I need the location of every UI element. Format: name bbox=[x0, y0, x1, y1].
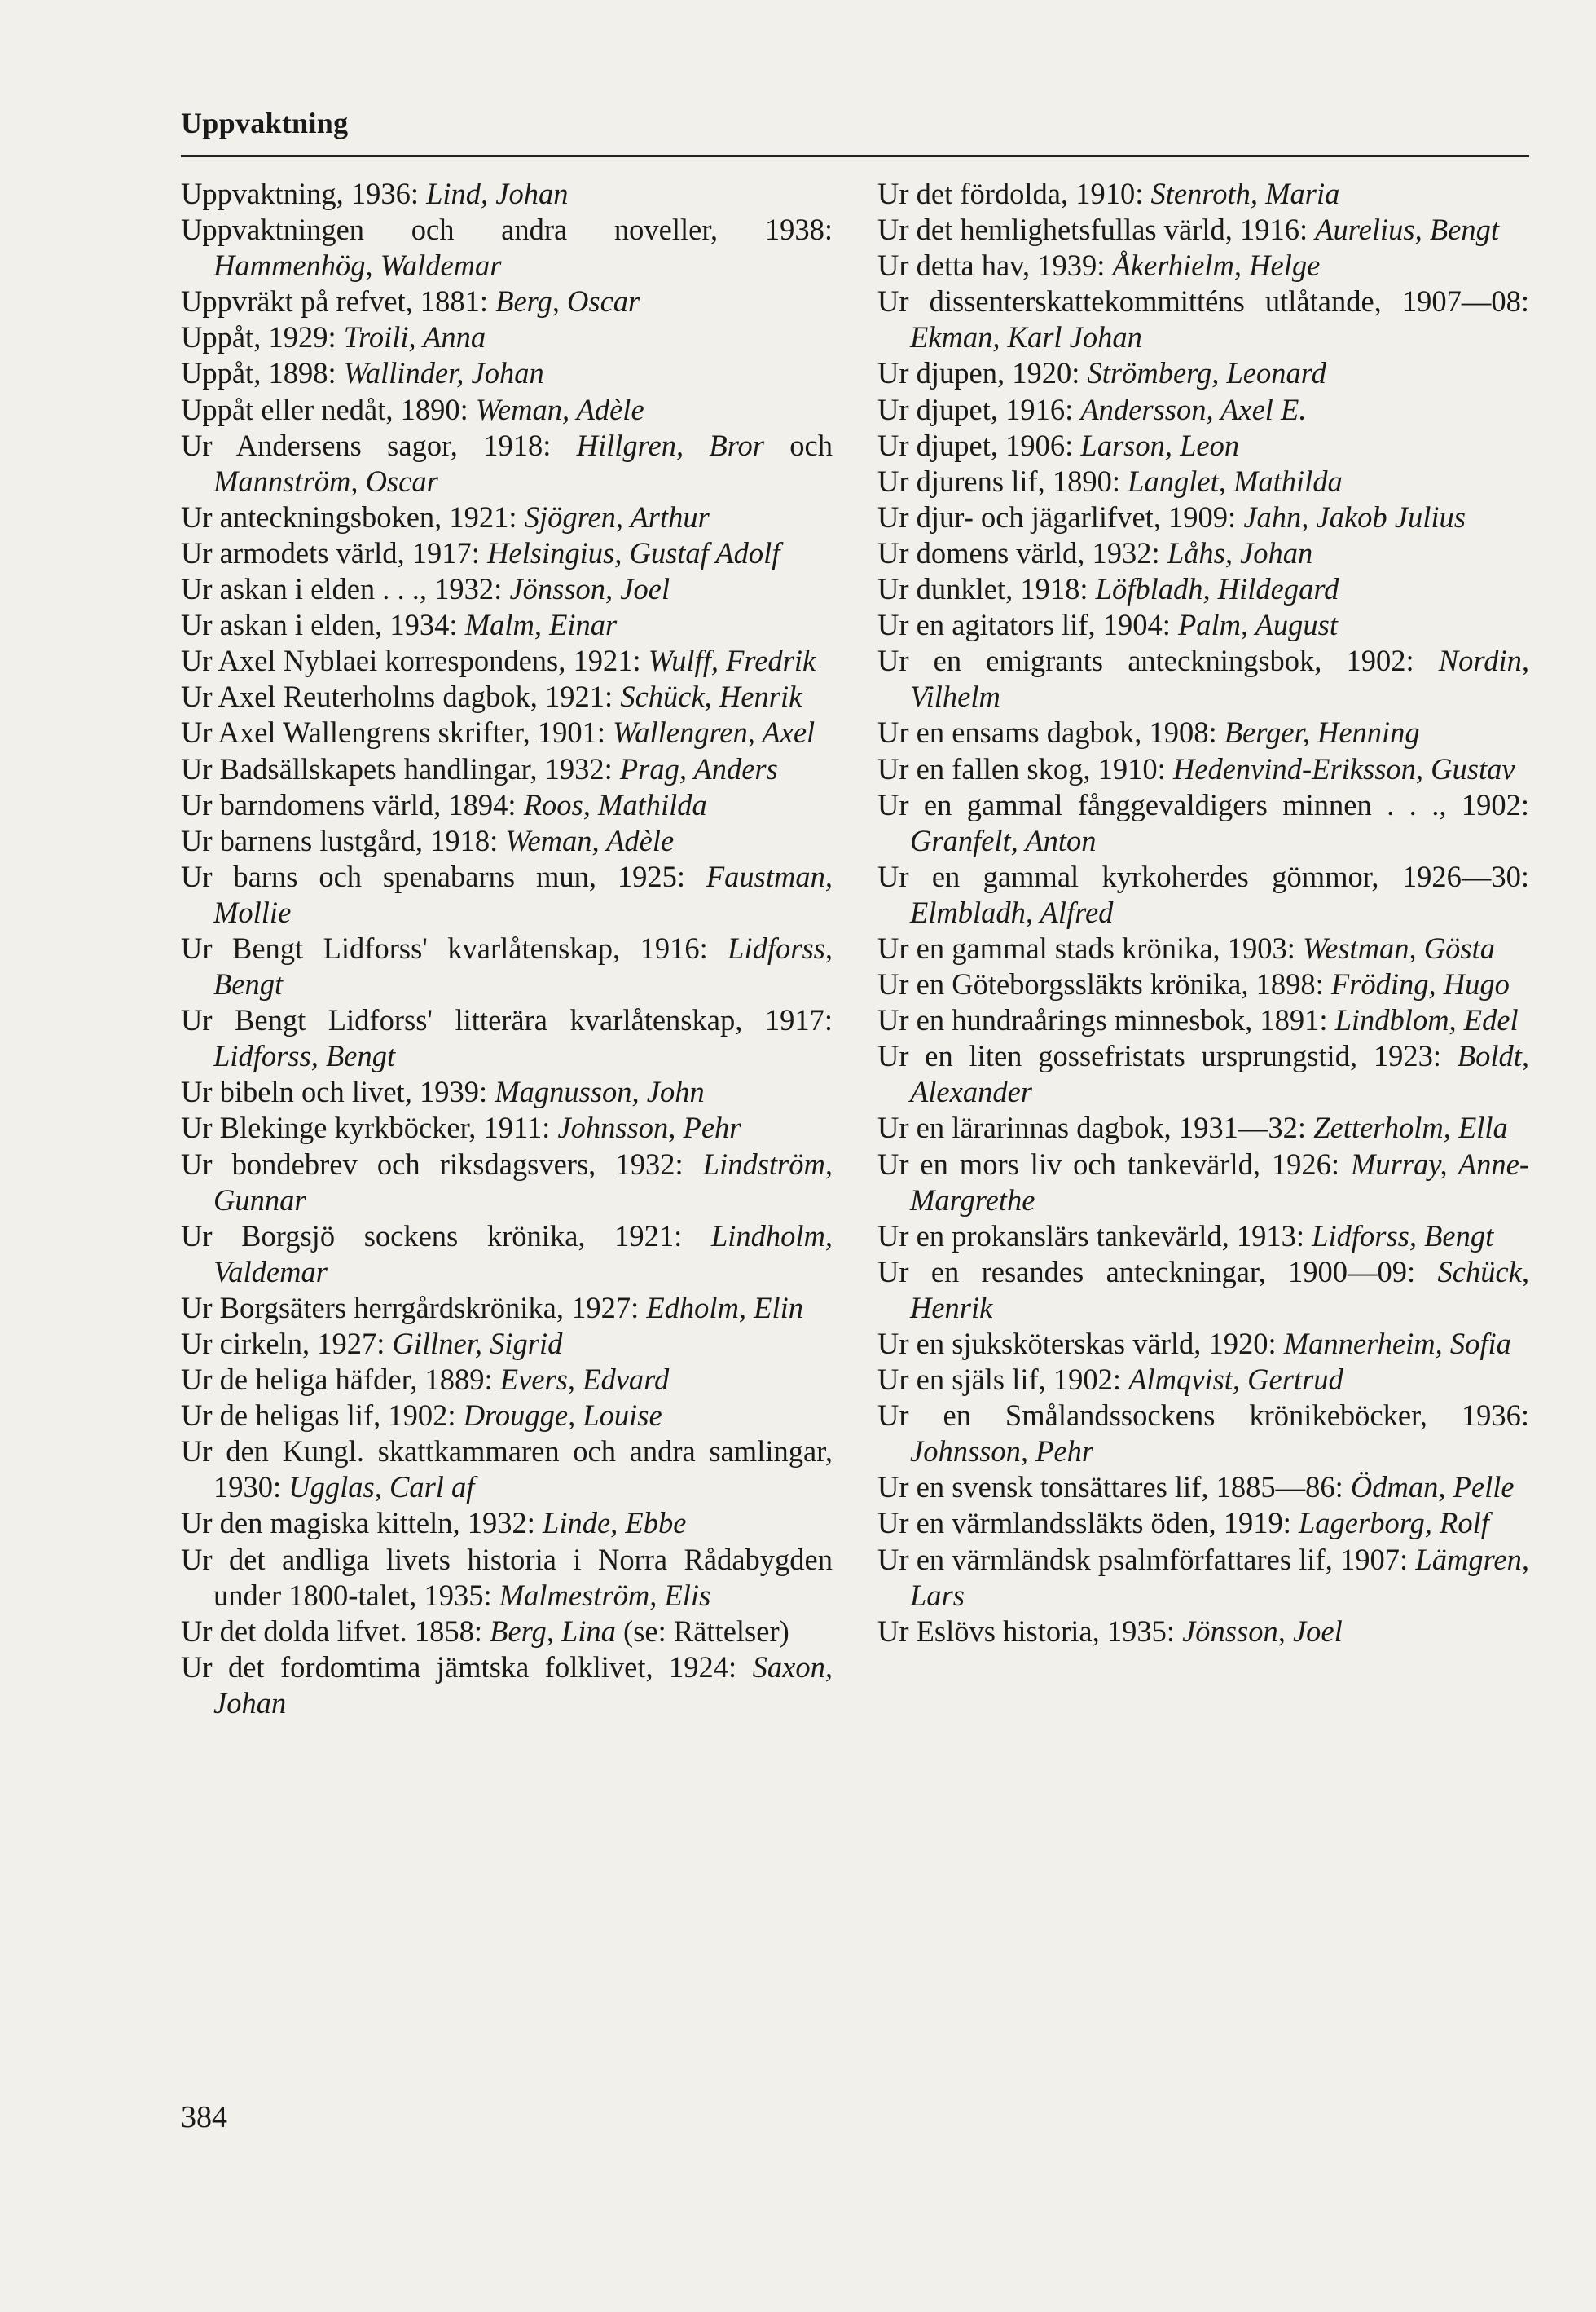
entry-author: Zetterholm, Ella bbox=[1313, 1111, 1508, 1145]
running-header: Uppvaktning bbox=[181, 107, 349, 139]
index-entry bbox=[181, 535, 833, 571]
index-entry bbox=[877, 212, 1529, 248]
entry-title: Ur en lärarinnas dagbok, 1931—32: bbox=[877, 1111, 1314, 1145]
entry-author: Lindström, Gunnar bbox=[213, 1147, 833, 1217]
index-entry bbox=[877, 787, 1529, 859]
index-entry bbox=[877, 392, 1529, 428]
entry-title: Ur dunklet, 1918: bbox=[877, 572, 1096, 606]
index-entry bbox=[877, 1218, 1529, 1254]
entry-author: Wallengren, Axel bbox=[613, 716, 816, 750]
index-entry bbox=[181, 823, 833, 859]
entry-title: Ur Borgsjö sockens krönika, 1921: bbox=[181, 1218, 711, 1253]
entry-author: Lindholm, Valdemar bbox=[213, 1218, 833, 1288]
index-entry bbox=[877, 1326, 1529, 1362]
entry-title: Ur en sjuksköterskas värld, 1920: bbox=[877, 1327, 1284, 1360]
entry-author: Palm, August bbox=[1177, 608, 1339, 642]
index-entry bbox=[877, 248, 1529, 284]
entry-title: Ur Axel Wallengrens skrifter, 1901: bbox=[181, 716, 613, 750]
index-entry bbox=[181, 284, 833, 319]
index-entry bbox=[181, 787, 833, 823]
entry-author: Edholm, Elin bbox=[646, 1290, 804, 1324]
entry-author: Fröding, Hugo bbox=[1330, 967, 1510, 1002]
entry-author: Mannerheim, Sofia bbox=[1283, 1327, 1511, 1360]
entry-title: Uppvaktning, 1936: bbox=[181, 177, 427, 210]
index-entry bbox=[181, 1326, 833, 1362]
entry-author: Larson, Leon bbox=[1080, 428, 1240, 462]
entry-author: Lidforss, Bengt bbox=[213, 931, 833, 1002]
entry-author: Elmbladh, Alfred bbox=[910, 895, 1114, 929]
entry-author: Johnsson, Pehr bbox=[557, 1111, 741, 1145]
index-entry bbox=[181, 1649, 833, 1721]
entry-author: Weman, Adèle bbox=[475, 392, 644, 426]
entry-author: Berg, Oscar bbox=[495, 284, 640, 319]
entry-title: Ur askan i elden . . ., 1932: bbox=[181, 572, 510, 606]
entry-title: Ur en fallen skog, 1910: bbox=[877, 751, 1173, 786]
entry-author: Berger, Henning bbox=[1224, 716, 1420, 750]
index-entry bbox=[877, 428, 1529, 464]
entry-author: Lämgren, Lars bbox=[910, 1542, 1529, 1612]
entry-author: Magnusson, John bbox=[495, 1075, 705, 1109]
entry-title: Ur Badsällskapets handlingar, 1932: bbox=[181, 751, 620, 786]
index-entry bbox=[181, 571, 833, 607]
entry-author: Langlet, Mathilda bbox=[1128, 464, 1343, 498]
entry-title: Ur en hundraårings minnesbok, 1891: bbox=[877, 1003, 1335, 1037]
entry-title: Ur detta hav, 1939: bbox=[877, 249, 1113, 283]
entry-author: Jönsson, Joel bbox=[1182, 1614, 1343, 1648]
entry-note: (se: Rättelser) bbox=[615, 1614, 789, 1648]
entry-author: Lind, Johan bbox=[426, 177, 569, 210]
entry-author: Låhs, Johan bbox=[1167, 535, 1313, 570]
entry-title: Ur en själs lif, 1902: bbox=[877, 1363, 1129, 1397]
entry-note: och bbox=[764, 428, 833, 462]
index-entry bbox=[181, 1290, 833, 1326]
entry-title: Ur dissenterskattekommitténs utlåtande, 1907—08: bbox=[877, 284, 1529, 319]
index-entry bbox=[181, 1218, 833, 1290]
index-entry bbox=[877, 751, 1529, 787]
entry-author: Weman, Adèle bbox=[505, 823, 675, 857]
entry-author: Hammenhög, Waldemar bbox=[213, 249, 502, 283]
entry-author: Mannström, Oscar bbox=[213, 464, 438, 498]
entry-title: Ur en emigrants anteckningsbok, 1902: bbox=[877, 644, 1439, 678]
entry-author: Lidforss, Bengt bbox=[213, 1039, 396, 1073]
entry-title: Ur domens värld, 1932: bbox=[877, 535, 1167, 570]
page-number: 384 bbox=[181, 2100, 227, 2134]
entry-author: Schück, Henrik bbox=[910, 1254, 1529, 1324]
index-entry bbox=[877, 859, 1529, 931]
index-entry bbox=[877, 355, 1529, 391]
entry-title: Ur armodets värld, 1917: bbox=[181, 535, 488, 570]
index-entry bbox=[181, 1362, 833, 1398]
entry-author: Löfbladh, Hildegard bbox=[1095, 572, 1339, 606]
index-entry bbox=[877, 643, 1529, 715]
index-entry bbox=[877, 1469, 1529, 1505]
entry-title: Ur en svensk tonsättares lif, 1885—86: bbox=[877, 1470, 1351, 1504]
index-entry bbox=[877, 1002, 1529, 1038]
entry-title: Ur djupen, 1920: bbox=[877, 356, 1088, 390]
entry-title: Ur de heligas lif, 1902: bbox=[181, 1398, 464, 1433]
entry-title: Ur Axel Nyblaei korrespondens, 1921: bbox=[181, 644, 649, 678]
index-entry bbox=[877, 1505, 1529, 1541]
right-column bbox=[877, 176, 1529, 1649]
entry-title: Ur Axel Reuterholms dagbok, 1921: bbox=[181, 680, 621, 714]
entry-title: Ur en resandes anteckningar, 1900—09: bbox=[877, 1254, 1438, 1288]
entry-title: Ur djupet, 1906: bbox=[877, 428, 1081, 462]
entry-author: Wulff, Fredrik bbox=[648, 644, 816, 678]
entry-title: Ur det fördolda, 1910: bbox=[877, 177, 1151, 210]
entry-title: Ur bibeln och livet, 1939: bbox=[181, 1075, 495, 1109]
entry-title: Uppåt eller nedåt, 1890: bbox=[181, 392, 476, 426]
entry-title: Ur Andersens sagor, 1918: bbox=[181, 428, 577, 462]
index-entry bbox=[181, 212, 833, 284]
entry-author: Aurelius, Bengt bbox=[1315, 213, 1499, 247]
index-entry bbox=[181, 1002, 833, 1074]
index-entry bbox=[181, 1398, 833, 1433]
entry-author: Johnsson, Pehr bbox=[910, 1434, 1094, 1469]
entry-title: Ur Eslövs historia, 1935: bbox=[877, 1614, 1183, 1648]
entry-title: Ur askan i elden, 1934: bbox=[181, 608, 465, 642]
entry-title: Uppvräkt på refvet, 1881: bbox=[181, 284, 496, 319]
entry-title: Ur en värmlandssläkts öden, 1919: bbox=[877, 1506, 1299, 1540]
entry-author: Andersson, Axel E. bbox=[1080, 392, 1307, 426]
index-entry bbox=[877, 1038, 1529, 1110]
entry-title: Ur en gammal fånggevaldigers minnen . . ., 1902: bbox=[877, 787, 1529, 821]
entry-title: Ur en agitators lif, 1904: bbox=[877, 608, 1178, 642]
entry-author: Evers, Edvard bbox=[499, 1363, 670, 1397]
index-entry bbox=[181, 607, 833, 643]
entry-title: Ur en Smålandssockens krönikeböcker, 1936: bbox=[877, 1398, 1529, 1433]
entry-author: Stenroth, Maria bbox=[1150, 177, 1340, 210]
entry-title: Ur det andliga livets historia i Norra Rådabygden under 1800-talet, 1935: bbox=[181, 1542, 833, 1612]
index-entry bbox=[877, 176, 1529, 212]
index-entry bbox=[877, 1398, 1529, 1469]
index-entry bbox=[877, 464, 1529, 500]
entry-author: Ekman, Karl Johan bbox=[910, 320, 1142, 355]
entry-author: Malm, Einar bbox=[464, 608, 618, 642]
entry-author: Westman, Gösta bbox=[1303, 931, 1495, 965]
entry-title: Ur Borgsäters herrgårdskrönika, 1927: bbox=[181, 1290, 647, 1324]
index-entry bbox=[877, 931, 1529, 967]
entry-title: Ur barnens lustgård, 1918: bbox=[181, 823, 506, 857]
entry-title: Ur djurens lif, 1890: bbox=[877, 464, 1128, 498]
index-entry bbox=[181, 1074, 833, 1110]
entry-title: Uppvaktningen och andra noveller, 1938: bbox=[181, 213, 833, 247]
entry-author: Jönsson, Joel bbox=[509, 572, 670, 606]
entry-author: Prag, Anders bbox=[619, 751, 778, 786]
index-entry bbox=[877, 535, 1529, 571]
entry-title: Ur den Kungl. skattkammaren och andra samlingar, 1930: bbox=[181, 1434, 833, 1504]
entry-author: Drougge, Louise bbox=[463, 1398, 662, 1433]
index-entry bbox=[181, 355, 833, 391]
index-entry bbox=[181, 931, 833, 1002]
entry-author: Troili, Anna bbox=[343, 320, 486, 355]
entry-author: Wallinder, Johan bbox=[343, 356, 544, 390]
entry-author: Malmeström, Elis bbox=[499, 1578, 711, 1612]
header-rule bbox=[181, 155, 1529, 157]
index-entry bbox=[181, 679, 833, 715]
entry-title: Ur en ensams dagbok, 1908: bbox=[877, 716, 1224, 750]
index-entry bbox=[181, 751, 833, 787]
entry-title: Ur bondebrev och riksdagsvers, 1932: bbox=[181, 1147, 703, 1181]
index-entry bbox=[181, 500, 833, 535]
entry-title: Ur cirkeln, 1927: bbox=[181, 1327, 393, 1360]
entry-author: Nordin, Vilhelm bbox=[910, 644, 1529, 714]
entry-title: Ur anteckningsboken, 1921: bbox=[181, 500, 525, 534]
entry-author: Murray, Anne-Margrethe bbox=[910, 1147, 1529, 1217]
entry-author: Hillgren, Bror bbox=[576, 428, 764, 462]
entry-author: Boldt, Alexander bbox=[910, 1039, 1529, 1109]
entry-title: Uppåt, 1929: bbox=[181, 320, 344, 355]
index-entry bbox=[877, 1254, 1529, 1326]
index-entry bbox=[181, 428, 833, 500]
index-entry bbox=[877, 967, 1529, 1002]
entry-title: Ur Bengt Lidforss' kvarlåtenskap, 1916: bbox=[181, 931, 728, 965]
entry-title: Ur en gammal stads krönika, 1903: bbox=[877, 931, 1304, 965]
entry-author: Almqvist, Gertrud bbox=[1128, 1363, 1343, 1397]
entry-title: Ur det dolda lifvet. 1858: bbox=[181, 1614, 490, 1648]
entry-title: Ur en prokanslärs tankevärld, 1913: bbox=[877, 1218, 1312, 1253]
index-entry bbox=[181, 1542, 833, 1614]
entry-author: Gillner, Sigrid bbox=[392, 1327, 563, 1360]
index-entry bbox=[181, 1505, 833, 1541]
entry-author: Strömberg, Leonard bbox=[1087, 356, 1326, 390]
entry-title: Ur de heliga häfder, 1889: bbox=[181, 1363, 500, 1397]
index-entry bbox=[181, 643, 833, 679]
index-entry bbox=[877, 284, 1529, 355]
index-entry bbox=[181, 859, 833, 931]
entry-title: Ur en liten gossefristats ursprungstid, 1923: bbox=[877, 1039, 1458, 1073]
entry-title: Ur en gammal kyrkoherdes gömmor, 1926—30: bbox=[877, 859, 1529, 893]
index-entry bbox=[877, 1542, 1529, 1614]
index-entry bbox=[181, 392, 833, 428]
index-entry bbox=[877, 1362, 1529, 1398]
index-entry bbox=[181, 319, 833, 355]
index-entry bbox=[877, 607, 1529, 643]
entry-author: Jahn, Jakob Julius bbox=[1243, 500, 1466, 534]
index-entry bbox=[181, 1147, 833, 1218]
index-entry bbox=[181, 176, 833, 212]
entry-author: Lidforss, Bengt bbox=[1312, 1218, 1494, 1253]
entry-author: Schück, Henrik bbox=[620, 680, 802, 714]
entry-title: Ur den magiska kitteln, 1932: bbox=[181, 1506, 543, 1540]
entry-author: Saxon, Johan bbox=[213, 1649, 833, 1720]
index-entry bbox=[877, 500, 1529, 535]
index-entry bbox=[877, 571, 1529, 607]
left-column bbox=[181, 176, 833, 1721]
entry-title: Ur djupet, 1916: bbox=[877, 392, 1081, 426]
index-entry bbox=[181, 1433, 833, 1505]
index-entry bbox=[877, 1614, 1529, 1649]
entry-author: Helsingius, Gustaf Adolf bbox=[487, 535, 780, 570]
entry-title: Ur djur- och jägarlifvet, 1909: bbox=[877, 500, 1244, 534]
entry-author: Granfelt, Anton bbox=[910, 823, 1097, 857]
entry-title: Ur det hemlighetsfullas värld, 1916: bbox=[877, 213, 1316, 247]
index-entry bbox=[877, 1110, 1529, 1146]
entry-title: Ur en värmländsk psalmförfattares lif, 1907: bbox=[877, 1542, 1416, 1576]
entry-title: Uppåt, 1898: bbox=[181, 356, 344, 390]
entry-author: Ödman, Pelle bbox=[1350, 1470, 1515, 1504]
entry-author: Linde, Ebbe bbox=[543, 1506, 687, 1540]
entry-author: Lindblom, Edel bbox=[1334, 1003, 1519, 1037]
entry-title: Ur barndomens värld, 1894: bbox=[181, 787, 524, 821]
index-entry bbox=[181, 715, 833, 751]
index-entry bbox=[181, 1614, 833, 1649]
entry-author: Roos, Mathilda bbox=[523, 787, 707, 821]
entry-title: Ur det fordomtima jämtska folklivet, 1924: bbox=[181, 1649, 753, 1684]
entry-title: Ur Blekinge kyrkböcker, 1911: bbox=[181, 1111, 558, 1145]
entry-author: Ugglas, Carl af bbox=[288, 1470, 475, 1504]
index-entry bbox=[877, 1147, 1529, 1218]
entry-author: Lagerborg, Rolf bbox=[1299, 1506, 1489, 1540]
entry-author: Hedenvind-Eriksson, Gustav bbox=[1172, 751, 1515, 786]
entry-title: Ur en mors liv och tankevärld, 1926: bbox=[877, 1147, 1351, 1181]
entry-title: Ur en Göteborgssläkts krönika, 1898: bbox=[877, 967, 1331, 1002]
index-entry bbox=[181, 1110, 833, 1146]
entry-author: Faustman, Mollie bbox=[213, 859, 833, 929]
index-entry bbox=[877, 715, 1529, 751]
entry-author: Berg, Lina bbox=[490, 1614, 616, 1648]
entry-author: Åkerhielm, Helge bbox=[1112, 249, 1321, 283]
entry-author: Sjögren, Arthur bbox=[524, 500, 710, 534]
entry-title: Ur barns och spenabarns mun, 1925: bbox=[181, 859, 706, 893]
entry-title: Ur Bengt Lidforss' litterära kvarlåtenskap, 1917: bbox=[181, 1003, 833, 1037]
